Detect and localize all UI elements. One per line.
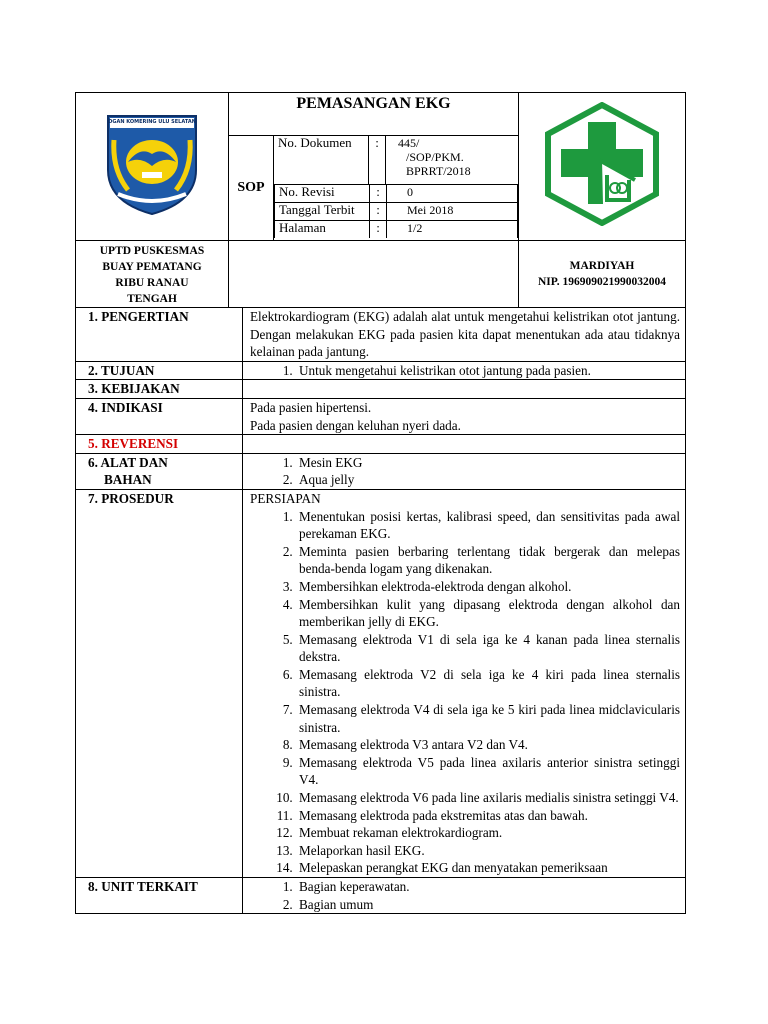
indication-line: Pada pasien hipertensi. bbox=[250, 399, 372, 415]
unit-cell bbox=[243, 878, 686, 914]
list-item: 7. Memasang elektroda V4 di sela iga ke 5 kiri pada linea midclavicularis sinistra. bbox=[296, 701, 680, 736]
list-item: 1. Menentukan posisi kertas, kalibrasi speed, dan sensitivitas pada awal perekaman EKG. bbox=[296, 508, 680, 543]
doc-info-rows bbox=[274, 185, 518, 238]
section-row bbox=[76, 435, 686, 454]
section-label: 4. INDIKASI bbox=[76, 398, 243, 434]
list-item: 14. Melepaskan perangkat EKG dan menyatakan pemeriksaan bbox=[296, 859, 680, 877]
list-item: 6. Memasang elektroda V2 di sela iga ke 4 kiri pada linea sternalis sinistra. bbox=[296, 666, 680, 701]
doc-number-label: No. Dokumen bbox=[274, 136, 369, 185]
org-line: RIBU RANAU bbox=[115, 277, 189, 289]
list-item: 5. Memasang elektroda V1 di sela iga ke 4 kanan pada linea sternalis dekstra. bbox=[296, 631, 680, 666]
sop-header-table bbox=[75, 92, 686, 308]
revision-label: No. Revisi bbox=[275, 185, 370, 203]
org-line: BUAY PEMATANG bbox=[102, 261, 202, 273]
section-label: 7. PROSEDUR bbox=[76, 489, 243, 877]
signer-name: MARDIYAH bbox=[569, 260, 635, 272]
list-item: 13. Melaporkan hasil EKG. bbox=[296, 842, 680, 860]
page-sep: : bbox=[370, 221, 387, 239]
page-title: PEMASANGAN EKG bbox=[229, 93, 519, 136]
regency-emblem-icon bbox=[98, 110, 206, 218]
revision-value: 0 bbox=[387, 185, 518, 203]
blank-cell bbox=[229, 241, 519, 308]
regency-logo-text: OGAN KOMERING ULU SELATAN bbox=[108, 119, 196, 125]
page-label: Halaman bbox=[275, 221, 370, 239]
puskesmas-logo-cell bbox=[519, 93, 686, 241]
list-item: 2. Bagian umum bbox=[296, 896, 680, 914]
signer-nip: NIP. 196909021990032004 bbox=[538, 276, 666, 288]
equipment-list bbox=[250, 454, 680, 489]
doc-number-line: BPRRT/2018 bbox=[406, 164, 471, 178]
procedure-heading: PERSIAPAN bbox=[250, 490, 321, 506]
list-item: 1. Bagian keperawatan. bbox=[296, 878, 680, 896]
revision-sep: : bbox=[370, 185, 387, 203]
indication-cell bbox=[243, 398, 686, 434]
section-row bbox=[76, 361, 686, 380]
list-item: 2. Meminta pasien berbaring terlentang tidak bergerak dan melepas benda-benda logam yang dikenakan. bbox=[296, 543, 680, 578]
list-item: 8. Memasang elektroda V3 antara V2 dan V4. bbox=[296, 736, 680, 754]
list-item: 2. Aqua jelly bbox=[296, 471, 680, 489]
section-row bbox=[76, 878, 686, 914]
empty-value bbox=[243, 435, 686, 454]
section-row bbox=[76, 380, 686, 399]
procedure-list bbox=[250, 508, 680, 877]
organization-name bbox=[76, 241, 229, 308]
puskesmas-logo-icon bbox=[543, 102, 661, 226]
page-value: 1/2 bbox=[387, 221, 518, 239]
sop-content-table bbox=[75, 307, 686, 914]
section-row bbox=[76, 453, 686, 489]
org-line: UPTD PUSKESMAS bbox=[99, 245, 205, 257]
list-item: 1. Untuk mengetahui kelistrikan otot jantung pada pasien. bbox=[296, 362, 680, 380]
purpose-list bbox=[250, 362, 680, 380]
purpose-list-cell bbox=[243, 361, 686, 380]
doc-number-sep: : bbox=[369, 136, 386, 185]
section-label: 5. REVERENSI bbox=[76, 435, 243, 454]
issue-date-sep: : bbox=[370, 203, 387, 221]
empty-value bbox=[243, 380, 686, 399]
section-label: 3. KEBIJAKAN bbox=[76, 380, 243, 399]
list-item: 9. Memasang elektroda V5 pada linea axilaris anterior sinistra setinggi V4. bbox=[296, 754, 680, 789]
label-line: 6. ALAT DAN bbox=[88, 454, 168, 470]
org-line: TENGAH bbox=[127, 293, 177, 305]
list-item: 4. Membersihkan kulit yang dipasang elektroda dengan alkohol dan memberikan jelly di EKG. bbox=[296, 596, 680, 631]
list-item: 3. Membersihkan elektroda-elektroda dengan alkohol. bbox=[296, 578, 680, 596]
doc-number-line: 445/ bbox=[398, 136, 420, 150]
equipment-cell bbox=[243, 453, 686, 489]
section-label: 2. TUJUAN bbox=[76, 361, 243, 380]
issue-date-value: Mei 2018 bbox=[387, 203, 518, 221]
procedure-cell bbox=[243, 489, 686, 877]
regency-logo-cell bbox=[76, 93, 229, 241]
indication-line: Pada pasien dengan keluhan nyeri dada. bbox=[250, 417, 461, 433]
section-row bbox=[76, 308, 686, 362]
section-row bbox=[76, 398, 686, 434]
list-item: 10. Memasang elektroda V6 pada line axilaris medialis sinistra setinggi V4. bbox=[296, 789, 680, 807]
doc-number-line: /SOP/PKM. bbox=[406, 150, 464, 164]
definition-text: Elektrokardiogram (EKG) adalah alat untuk mengetahui kelistrikan otot jantung. Dengan melakukan EKG pada pasien kita dapat menentukan ada atau tidaknya kelainan pada jantung. bbox=[243, 308, 686, 362]
doc-info-lower bbox=[274, 185, 519, 241]
list-item: 11. Memasang elektroda pada ekstremitas atas dan bawah. bbox=[296, 807, 680, 825]
section-label: 8. UNIT TERKAIT bbox=[76, 878, 243, 914]
section-label bbox=[76, 453, 243, 489]
list-item: 1. Mesin EKG bbox=[296, 454, 680, 472]
signature-block bbox=[519, 241, 686, 308]
label-line: BAHAN bbox=[104, 472, 152, 488]
list-item: 12. Membuat rekaman elektrokardiogram. bbox=[296, 824, 680, 842]
section-label: 1. PENGERTIAN bbox=[76, 308, 243, 362]
issue-date-label: Tanggal Terbit bbox=[275, 203, 370, 221]
section-row bbox=[76, 489, 686, 877]
unit-list bbox=[250, 878, 680, 913]
sop-label: SOP bbox=[229, 136, 274, 241]
doc-number-value bbox=[386, 136, 519, 185]
